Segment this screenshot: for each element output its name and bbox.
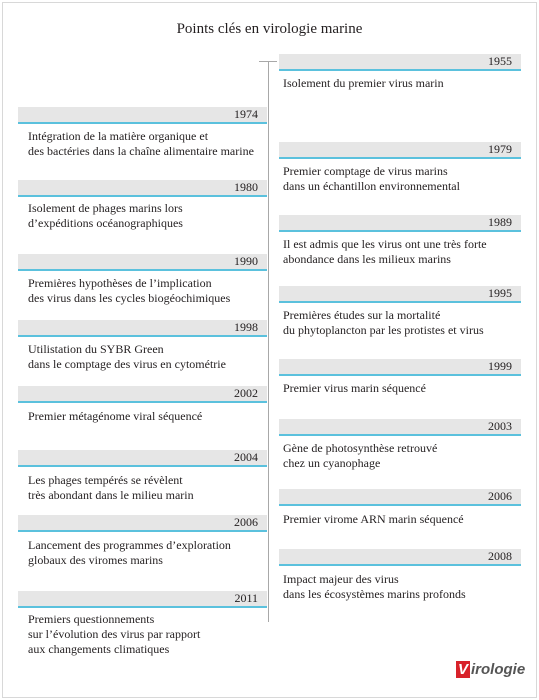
right-event-5 (283, 381, 426, 396)
left-event-2-line-2: d’expéditions océanographiques (28, 216, 183, 230)
right-event-8 (283, 572, 466, 602)
right-year-4: 1995 (279, 286, 521, 303)
left-year-2: 1980 (18, 180, 267, 197)
right-event-6 (283, 441, 437, 471)
right-event-5-line-1: Premier virus marin séquencé (283, 381, 426, 395)
left-event-2-line-1: Isolement de phages marins lors (28, 201, 183, 215)
right-event-7-line-1: Premier virome ARN marin séquencé (283, 512, 464, 526)
right-year-2: 1979 (279, 142, 521, 159)
left-event-5 (28, 409, 202, 424)
page-title: Points clés en virologie marine (176, 21, 363, 37)
logo-v-mark: V (458, 661, 469, 678)
left-event-4-line-2: dans le comptage des virus en cytométrie (28, 357, 226, 371)
right-event-7 (283, 512, 464, 527)
left-event-4-line-1: Utilistation du SYBR Green (28, 342, 164, 356)
left-event-6-line-1: Les phages tempérés se révèlent (28, 473, 183, 487)
left-event-1-line-1: Intégration de la matière organique et (28, 129, 209, 143)
timeline-axis-tick (259, 61, 277, 62)
left-event-6-line-2: très abondant dans le milieu marin (28, 488, 194, 502)
left-event-7-line-2: globaux des viromes marins (28, 553, 163, 567)
left-event-1 (28, 129, 254, 159)
left-year-3: 1990 (18, 254, 267, 271)
timeline-axis (268, 62, 269, 622)
right-year-7: 2006 (279, 489, 521, 506)
right-event-4 (283, 308, 484, 338)
left-year-4: 1998 (18, 320, 267, 337)
right-event-1-line-1: Isolement du premier virus marin (283, 76, 444, 90)
left-event-2 (28, 201, 183, 231)
right-event-3-line-2: abondance dans les milieux marins (283, 252, 451, 266)
left-year-5: 2002 (18, 386, 267, 403)
left-event-3 (28, 276, 230, 306)
left-event-5-line-1: Premier métagénome viral séquencé (28, 409, 203, 423)
left-year-6: 2004 (18, 450, 267, 467)
left-event-7-line-1: Lancement des programmes d’exploration (28, 538, 231, 552)
left-event-6 (28, 473, 194, 503)
right-event-6-line-2: chez un cyanophage (283, 456, 381, 470)
right-event-6-line-1: Gène de photosynthèse retrouvé (283, 441, 438, 455)
right-event-1 (283, 76, 444, 91)
logo-text: irologie (471, 661, 526, 678)
left-event-8-line-1: Premiers questionnements (28, 612, 155, 626)
right-year-6: 2003 (279, 419, 521, 436)
right-year-3: 1989 (279, 215, 521, 232)
left-event-8-line-2: sur l’évolution des virus par rapport (28, 627, 201, 641)
right-event-4-line-2: du phytoplancton par les protistes et virus (283, 323, 484, 337)
right-event-3 (283, 237, 487, 267)
right-event-8-line-1: Impact majeur des virus (283, 572, 399, 586)
right-year-5: 1999 (279, 359, 521, 376)
left-event-3-line-2: des virus dans les cycles biogéochimiques (28, 291, 231, 305)
left-event-3-line-1: Premières hypothèses de l’implication (28, 276, 212, 290)
left-event-4 (28, 342, 226, 372)
right-event-8-line-2: dans les écosystèmes marins profonds (283, 587, 466, 601)
right-event-2-line-2: dans un échantillon environnemental (283, 179, 460, 193)
left-event-8-line-3: aux changements climatiques (28, 642, 170, 656)
virologie-logo (456, 661, 525, 678)
left-year-7: 2006 (18, 515, 267, 532)
right-year-8: 2008 (279, 549, 521, 566)
left-event-7 (28, 538, 231, 568)
right-event-2 (283, 164, 460, 194)
left-event-8 (28, 612, 200, 657)
right-event-4-line-1: Premières études sur la mortalité (283, 308, 441, 322)
right-event-2-line-1: Premier comptage de virus marins (283, 164, 448, 178)
left-event-1-line-2: des bactéries dans la chaîne alimentaire marine (28, 144, 254, 158)
left-year-8: 2011 (18, 591, 267, 608)
right-event-3-line-1: Il est admis que les virus ont une très forte (283, 237, 487, 251)
left-year-1: 1974 (18, 107, 267, 124)
right-year-1: 1955 (279, 54, 521, 71)
